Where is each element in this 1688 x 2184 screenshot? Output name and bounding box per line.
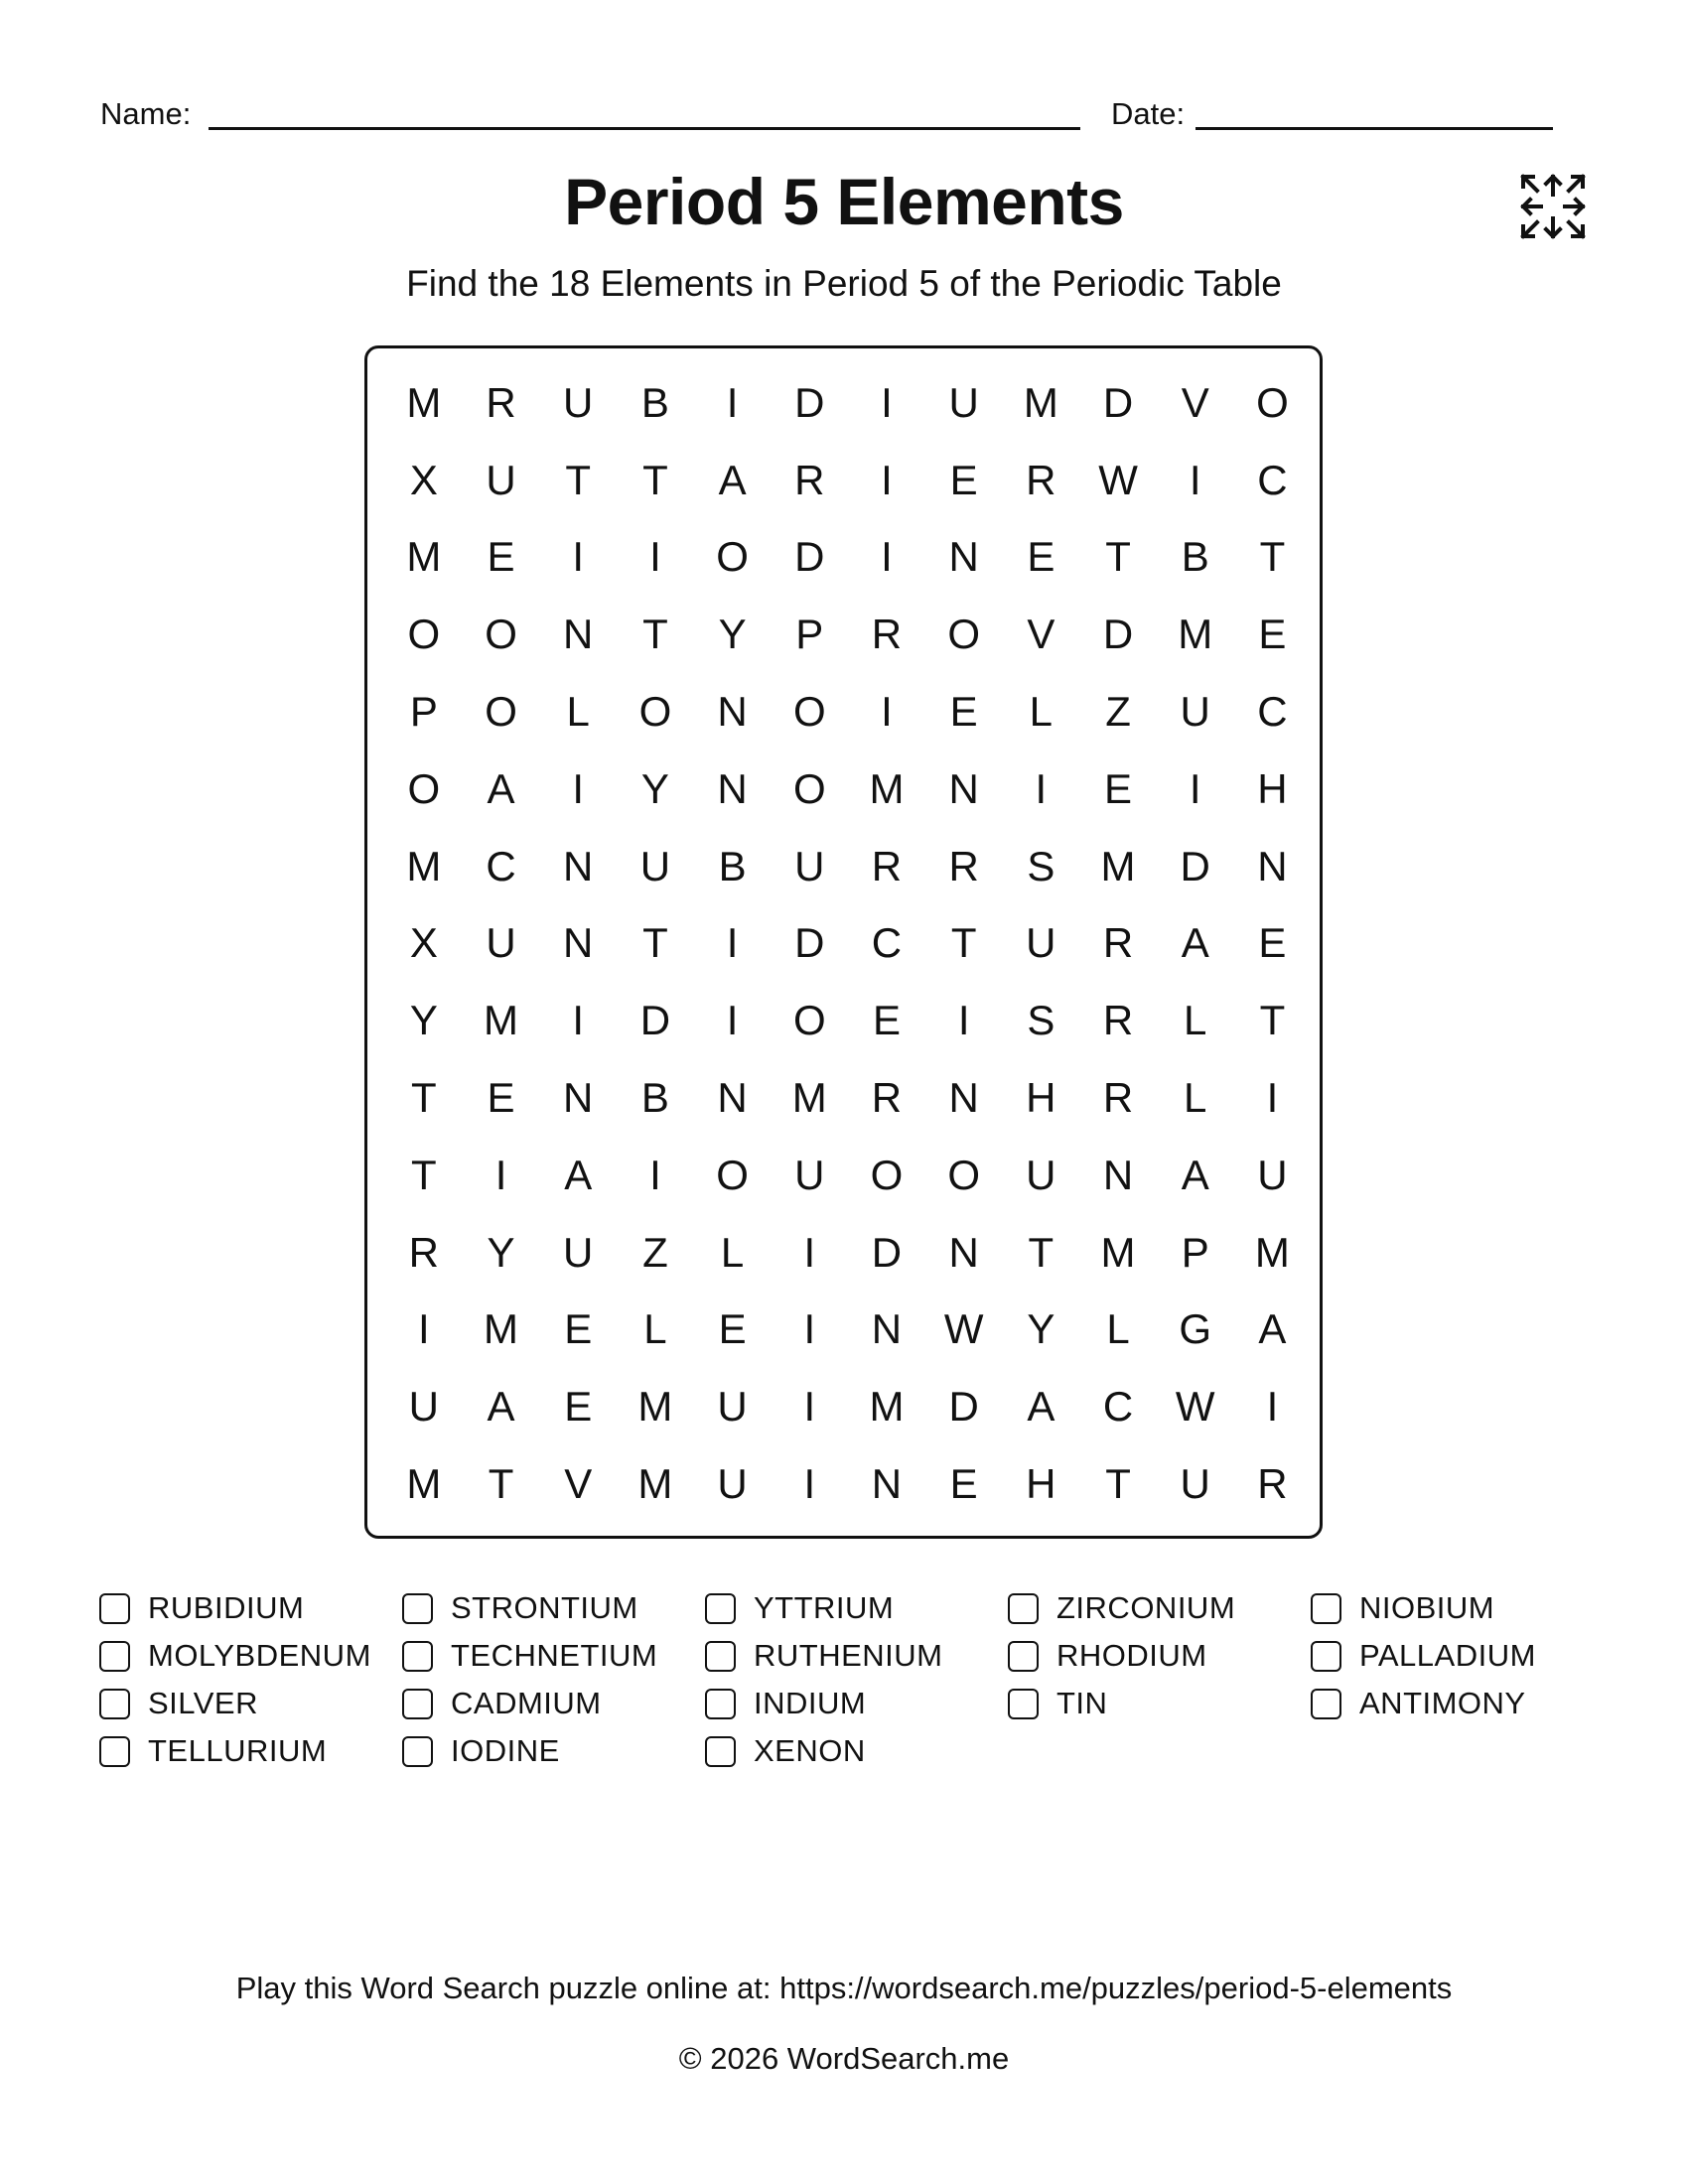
grid-cell[interactable]: X — [409, 919, 438, 967]
grid-cell[interactable]: U — [486, 919, 516, 967]
grid-cell[interactable]: M — [869, 764, 905, 812]
word-list-item[interactable] — [402, 1727, 705, 1775]
grid-cell[interactable]: P — [409, 688, 438, 736]
grid-cell[interactable]: C — [486, 842, 516, 889]
grid-cell[interactable]: N — [563, 611, 594, 658]
grid-cell[interactable]: C — [1102, 1383, 1134, 1431]
grid-cell[interactable]: D — [794, 533, 825, 581]
checkbox-icon[interactable] — [402, 1736, 433, 1767]
grid-cell[interactable]: T — [1259, 997, 1286, 1044]
word-label: IODINE — [451, 1733, 560, 1768]
grid-cell[interactable]: I — [572, 997, 585, 1044]
grid-cell[interactable]: I — [649, 1151, 661, 1198]
grid-cell[interactable]: T — [1259, 533, 1286, 581]
grid-cell[interactable]: M — [484, 1305, 519, 1353]
grid-cell[interactable]: C — [1257, 688, 1288, 736]
grid-cell[interactable]: E — [564, 1383, 593, 1431]
word-label: ANTIMONY — [1359, 1686, 1526, 1720]
word-list-item[interactable] — [402, 1632, 705, 1680]
grid-cell[interactable]: R — [871, 611, 903, 658]
grid-cell[interactable]: D — [794, 378, 825, 426]
grid-cell[interactable]: I — [494, 1151, 507, 1198]
grid-cell[interactable]: R — [1257, 1460, 1288, 1508]
word-list-item[interactable] — [1311, 1584, 1614, 1632]
grid-cell[interactable]: R — [948, 842, 979, 889]
checkbox-icon[interactable] — [99, 1736, 130, 1767]
word-label: RUBIDIUM — [148, 1590, 305, 1625]
grid-cell[interactable]: S — [1027, 842, 1055, 889]
grid-cell[interactable]: B — [718, 842, 747, 889]
grid-cell[interactable]: I — [803, 1460, 816, 1508]
grid-cell[interactable]: R — [1026, 456, 1056, 503]
grid-cell[interactable]: V — [564, 1460, 593, 1508]
word-list-item[interactable] — [99, 1632, 402, 1680]
checkbox-icon[interactable] — [705, 1641, 736, 1672]
grid-cell[interactable]: N — [871, 1460, 903, 1508]
grid-cell[interactable]: U — [1180, 1460, 1210, 1508]
grid-cell[interactable]: C — [1257, 456, 1288, 503]
grid-cell[interactable]: D — [1102, 611, 1134, 658]
grid-cell[interactable]: D — [1180, 842, 1210, 889]
grid-cell[interactable]: A — [1258, 1305, 1287, 1353]
grid-cell[interactable]: A — [1181, 919, 1209, 967]
grid-cell[interactable]: L — [643, 1305, 667, 1353]
grid-cell[interactable]: I — [881, 688, 893, 736]
grid-cell[interactable]: U — [1026, 919, 1056, 967]
grid-cell[interactable]: L — [1184, 997, 1207, 1044]
grid-cell[interactable]: N — [1102, 1151, 1134, 1198]
grid-cell[interactable]: A — [1181, 1151, 1209, 1198]
grid-cell[interactable]: N — [948, 533, 979, 581]
grid-cell[interactable]: T — [1105, 533, 1131, 581]
grid-cell[interactable]: W — [1175, 1383, 1215, 1431]
grid-cell[interactable]: M — [406, 842, 442, 889]
grid-cell[interactable]: X — [409, 456, 438, 503]
grid-cell[interactable]: O — [1256, 378, 1289, 426]
grid-cell[interactable]: U — [794, 842, 825, 889]
checkbox-icon[interactable] — [705, 1689, 736, 1719]
checkbox-icon[interactable] — [402, 1641, 433, 1672]
grid-cell[interactable]: L — [720, 1228, 745, 1276]
grid-cell[interactable]: M — [406, 1460, 442, 1508]
grid-cell[interactable]: R — [794, 456, 825, 503]
grid-cell[interactable]: I — [803, 1383, 816, 1431]
grid-cell[interactable]: A — [487, 764, 515, 812]
grid-cell[interactable]: E — [564, 1305, 593, 1353]
grid-cell[interactable]: E — [487, 1074, 515, 1122]
word-label: TECHNETIUM — [451, 1638, 658, 1673]
grid-cell[interactable]: N — [871, 1305, 903, 1353]
grid-cell[interactable]: I — [1266, 1383, 1279, 1431]
grid-cell[interactable]: I — [803, 1228, 816, 1276]
grid-cell[interactable]: T — [1105, 1460, 1131, 1508]
grid-cell[interactable]: O — [407, 764, 441, 812]
grid-cell[interactable]: M — [791, 1074, 827, 1122]
grid-cell[interactable]: H — [1026, 1074, 1056, 1122]
grid-cell[interactable]: E — [1027, 533, 1055, 581]
word-list-item[interactable] — [705, 1584, 1008, 1632]
word-label: TIN — [1056, 1686, 1108, 1720]
grid-cell[interactable]: N — [948, 1228, 979, 1276]
grid-cell[interactable]: N — [717, 688, 748, 736]
grid-cell[interactable]: I — [418, 1305, 430, 1353]
checkbox-icon[interactable] — [99, 1593, 130, 1624]
grid-cell[interactable]: I — [572, 764, 585, 812]
grid-cell[interactable]: M — [869, 1383, 905, 1431]
grid-cell[interactable]: O — [485, 611, 517, 658]
checkbox-icon[interactable] — [1311, 1593, 1341, 1624]
checkbox-icon[interactable] — [1008, 1641, 1039, 1672]
grid-cell[interactable]: R — [871, 842, 903, 889]
grid-cell[interactable]: Z — [1105, 688, 1131, 736]
grid-cell[interactable]: T — [411, 1074, 437, 1122]
grid-cell[interactable]: M — [1100, 842, 1136, 889]
grid-cell[interactable]: O — [792, 997, 826, 1044]
grid-cell[interactable]: Y — [718, 611, 747, 658]
grid-cell[interactable]: I — [726, 997, 739, 1044]
grid-cell[interactable]: O — [947, 1151, 980, 1198]
grid-cell[interactable]: E — [949, 456, 978, 503]
checkbox-icon[interactable] — [1311, 1641, 1341, 1672]
grid-cell[interactable]: E — [1258, 611, 1287, 658]
grid-cell[interactable]: O — [870, 1151, 904, 1198]
grid-cell[interactable]: U — [486, 456, 516, 503]
grid-cell[interactable]: T — [642, 456, 668, 503]
word-label: MOLYBDENUM — [148, 1638, 371, 1673]
grid-cell[interactable]: T — [565, 456, 592, 503]
grid-cell[interactable]: Y — [640, 764, 669, 812]
grid-cell[interactable]: N — [563, 842, 594, 889]
grid-cell[interactable]: O — [716, 533, 749, 581]
name-label: Name: — [100, 96, 192, 131]
word-list-item[interactable] — [1311, 1632, 1614, 1680]
grid-cell[interactable]: M — [1178, 611, 1213, 658]
grid-cell[interactable]: O — [947, 611, 980, 658]
grid-cell[interactable]: I — [881, 378, 893, 426]
grid-cell[interactable]: I — [881, 456, 893, 503]
word-label: XENON — [754, 1733, 866, 1768]
grid-cell[interactable]: E — [949, 1460, 978, 1508]
page-subtitle: Find the 18 Elements in Period 5 of the Periodic Table — [406, 263, 1282, 304]
word-label: CADMIUM — [451, 1686, 602, 1720]
grid-cell[interactable]: M — [406, 533, 442, 581]
grid-cell[interactable]: E — [1104, 764, 1133, 812]
grid-cell[interactable]: Y — [1027, 1305, 1055, 1353]
checkbox-icon[interactable] — [402, 1689, 433, 1719]
grid-cell[interactable]: I — [1189, 456, 1201, 503]
grid-cell[interactable]: P — [795, 611, 824, 658]
grid-cell[interactable]: E — [872, 997, 901, 1044]
word-label: RHODIUM — [1056, 1638, 1207, 1673]
grid-cell[interactable]: O — [792, 764, 826, 812]
grid-cell[interactable]: V — [1027, 611, 1055, 658]
grid-cell[interactable]: E — [487, 533, 515, 581]
word-list-item[interactable] — [402, 1680, 705, 1727]
grid-cell[interactable]: U — [948, 378, 979, 426]
grid-cell[interactable]: Z — [642, 1228, 668, 1276]
date-label: Date: — [1111, 96, 1186, 131]
grid-cell[interactable]: B — [640, 378, 669, 426]
grid-cell[interactable]: M — [637, 1460, 673, 1508]
grid-cell[interactable]: R — [1102, 997, 1134, 1044]
grid-cell[interactable]: M — [637, 1383, 673, 1431]
word-list-item[interactable] — [1311, 1680, 1614, 1727]
grid-cell[interactable]: D — [1102, 378, 1134, 426]
word-label: YTTRIUM — [754, 1590, 895, 1625]
word-list-item[interactable] — [99, 1727, 402, 1775]
grid-cell[interactable]: I — [957, 997, 970, 1044]
grid-cell[interactable]: U — [639, 842, 671, 889]
grid-cell[interactable]: I — [1266, 1074, 1279, 1122]
grid-cell[interactable]: M — [484, 997, 519, 1044]
grid-cell[interactable]: L — [1184, 1074, 1207, 1122]
grid-cell[interactable]: I — [572, 533, 585, 581]
word-list-item[interactable] — [1008, 1680, 1311, 1727]
checkbox-icon[interactable] — [705, 1593, 736, 1624]
grid-cell[interactable]: I — [1035, 764, 1048, 812]
grid-cell[interactable]: U — [563, 1228, 594, 1276]
grid-cell[interactable]: N — [948, 764, 979, 812]
grid-cell[interactable]: O — [638, 688, 672, 736]
grid-cell[interactable]: D — [639, 997, 671, 1044]
grid-cell[interactable]: I — [1189, 764, 1201, 812]
grid-cell[interactable]: L — [1029, 688, 1054, 736]
grid-cell[interactable]: L — [566, 688, 590, 736]
grid-cell[interactable]: M — [1023, 378, 1058, 426]
word-label: PALLADIUM — [1359, 1638, 1536, 1673]
checkbox-icon[interactable] — [1008, 1689, 1039, 1719]
grid-cell[interactable]: W — [1098, 456, 1138, 503]
word-label: TELLURIUM — [148, 1733, 328, 1768]
word-search-grid-frame — [364, 345, 1323, 1539]
grid-cell[interactable]: B — [640, 1074, 669, 1122]
grid-cell[interactable]: E — [949, 688, 978, 736]
grid-cell[interactable]: A — [487, 1383, 515, 1431]
grid-cell[interactable]: C — [871, 919, 903, 967]
grid-cell[interactable]: T — [642, 611, 668, 658]
checkbox-icon[interactable] — [99, 1689, 130, 1719]
grid-cell[interactable]: R — [408, 1228, 440, 1276]
word-list-item[interactable] — [402, 1584, 705, 1632]
grid-cell[interactable]: G — [1179, 1305, 1212, 1353]
grid-cell[interactable]: T — [950, 919, 977, 967]
grid-cell[interactable]: D — [871, 1228, 903, 1276]
grid-cell[interactable]: E — [1258, 919, 1287, 967]
word-label: RUTHENIUM — [754, 1638, 943, 1673]
grid-cell[interactable]: M — [406, 378, 442, 426]
word-label: INDIUM — [754, 1686, 867, 1720]
grid-cell[interactable]: S — [1027, 997, 1055, 1044]
grid-cell[interactable]: U — [794, 1151, 825, 1198]
grid-cell[interactable]: A — [1027, 1383, 1055, 1431]
word-list-item[interactable] — [1008, 1584, 1311, 1632]
grid-cell[interactable]: N — [563, 1074, 594, 1122]
grid-cell[interactable]: L — [1106, 1305, 1130, 1353]
checkbox-icon[interactable] — [1008, 1593, 1039, 1624]
grid-cell[interactable]: Y — [487, 1228, 515, 1276]
grid-cell[interactable]: I — [649, 533, 661, 581]
grid-cell[interactable]: B — [1181, 533, 1209, 581]
grid-cell[interactable]: D — [948, 1383, 979, 1431]
play-online-text: Play this Word Search puzzle online at: https://wordsearch.me/puzzles/period-5-elements — [235, 1971, 1453, 2005]
grid-cell[interactable]: H — [1257, 764, 1288, 812]
grid-cell[interactable]: M — [1254, 1228, 1290, 1276]
page-title: Period 5 Elements — [564, 165, 1124, 238]
word-label: STRONTIUM — [451, 1590, 638, 1625]
copyright-text: © 2026 WordSearch.me — [678, 2041, 1010, 2076]
grid-cell[interactable]: N — [717, 764, 748, 812]
grid-cell[interactable]: A — [718, 456, 747, 503]
grid-cell[interactable]: N — [563, 919, 594, 967]
name-field-line[interactable] — [209, 127, 1080, 130]
grid-cell[interactable]: U — [717, 1460, 748, 1508]
grid-cell[interactable]: N — [717, 1074, 748, 1122]
grid-cell[interactable]: U — [1026, 1151, 1056, 1198]
word-search-grid[interactable] — [385, 364, 1311, 1523]
checkbox-icon[interactable] — [99, 1641, 130, 1672]
grid-cell[interactable]: N — [948, 1074, 979, 1122]
checkbox-icon[interactable] — [402, 1593, 433, 1624]
checkbox-icon[interactable] — [1311, 1689, 1341, 1719]
grid-cell[interactable]: O — [792, 688, 826, 736]
grid-cell[interactable]: P — [1181, 1228, 1209, 1276]
grid-cell[interactable]: R — [871, 1074, 903, 1122]
checkbox-icon[interactable] — [705, 1736, 736, 1767]
word-label: SILVER — [148, 1686, 258, 1720]
grid-cell[interactable]: U — [717, 1383, 748, 1431]
word-list — [99, 1584, 1614, 1775]
grid-cell[interactable]: R — [486, 378, 516, 426]
grid-cell[interactable]: T — [1028, 1228, 1055, 1276]
grid-cell[interactable]: T — [488, 1460, 514, 1508]
word-list-item[interactable] — [1008, 1632, 1311, 1680]
grid-cell[interactable]: U — [1180, 688, 1210, 736]
grid-cell[interactable]: A — [564, 1151, 593, 1198]
grid-cell[interactable]: I — [726, 919, 739, 967]
grid-cell[interactable]: I — [803, 1305, 816, 1353]
grid-cell[interactable]: Y — [409, 997, 438, 1044]
grid-cell[interactable]: O — [716, 1151, 749, 1198]
word-list-item[interactable] — [705, 1632, 1008, 1680]
grid-cell[interactable]: M — [1100, 1228, 1136, 1276]
grid-cell[interactable]: U — [408, 1383, 440, 1431]
grid-cell[interactable]: R — [1102, 919, 1134, 967]
grid-cell[interactable]: U — [563, 378, 594, 426]
word-label: NIOBIUM — [1359, 1590, 1495, 1625]
grid-cell[interactable]: H — [1026, 1460, 1056, 1508]
word-list-item[interactable] — [99, 1680, 402, 1727]
grid-cell[interactable]: R — [1102, 1074, 1134, 1122]
grid-cell[interactable]: T — [642, 919, 668, 967]
grid-cell[interactable]: I — [881, 533, 893, 581]
grid-cell[interactable]: O — [407, 611, 441, 658]
grid-cell[interactable]: I — [726, 378, 739, 426]
grid-cell[interactable]: E — [718, 1305, 747, 1353]
grid-cell[interactable]: V — [1181, 378, 1209, 426]
grid-cell[interactable]: N — [1257, 842, 1288, 889]
word-label: ZIRCONIUM — [1056, 1590, 1236, 1625]
word-list-item[interactable] — [99, 1584, 402, 1632]
eight-direction-arrows-icon — [1519, 173, 1587, 240]
grid-cell[interactable]: O — [485, 688, 517, 736]
grid-cell[interactable]: W — [943, 1305, 984, 1353]
word-list-item[interactable] — [705, 1727, 1008, 1775]
date-field-line[interactable] — [1196, 127, 1553, 130]
grid-cell[interactable]: U — [1257, 1151, 1288, 1198]
word-list-item[interactable] — [705, 1680, 1008, 1727]
grid-cell[interactable]: T — [411, 1151, 437, 1198]
grid-cell[interactable]: D — [794, 919, 825, 967]
